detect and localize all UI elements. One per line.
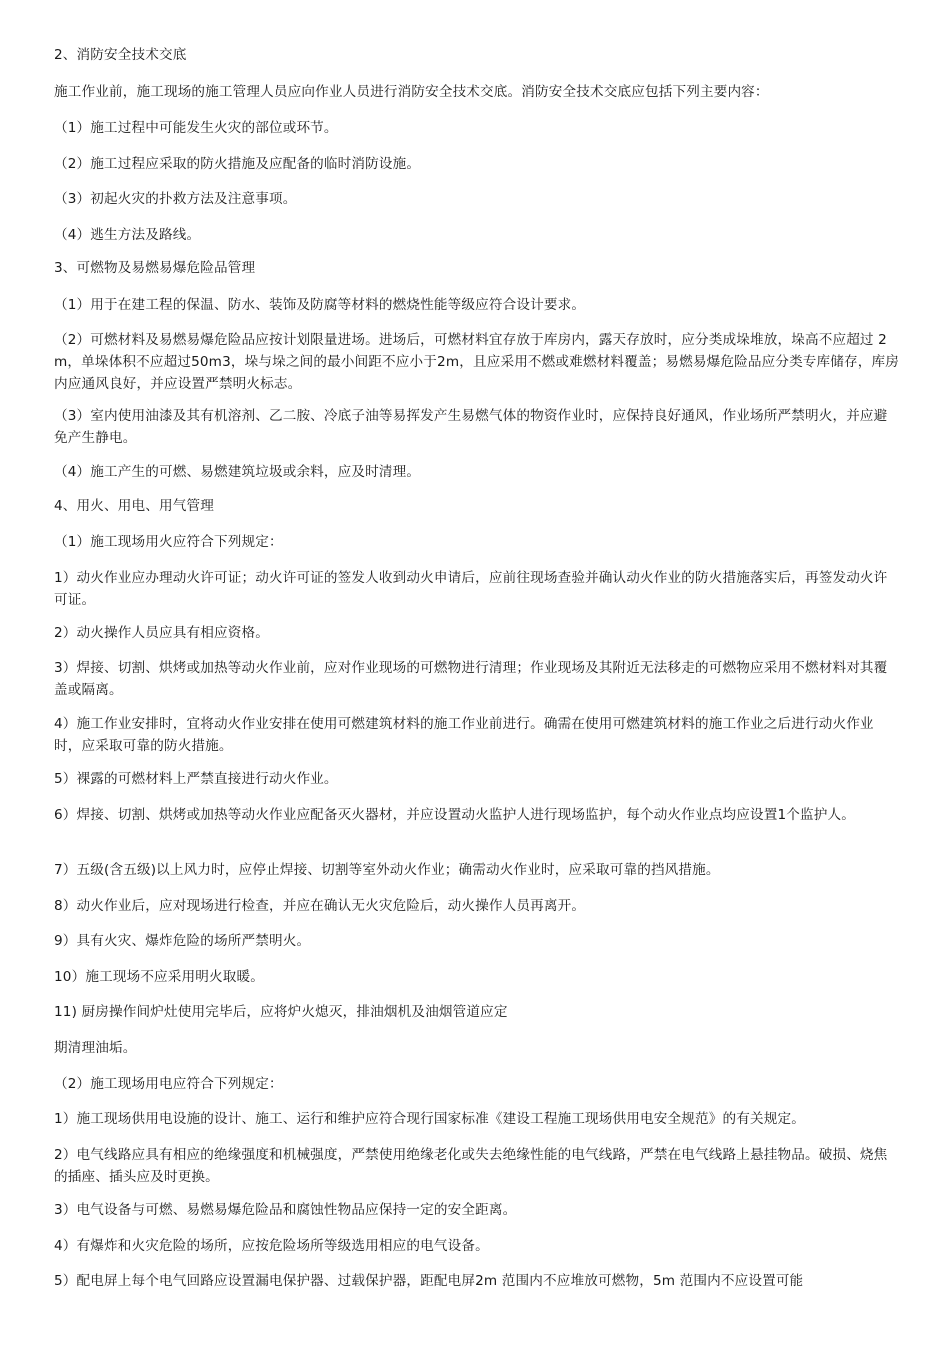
section-heading-2: 2、消防安全技术交底: [54, 47, 187, 63]
list-item: 5）裸露的可燃材料上严禁直接进行动火作业。: [54, 771, 338, 787]
subsection-heading: （1）施工现场用火应符合下列规定：: [54, 534, 283, 550]
subsection-heading: （2）施工现场用电应符合下列规定：: [54, 1076, 283, 1092]
list-item: （3）室内使用油漆及其有机溶剂、乙二胺、冷底子油等易挥发产生易燃气体的物资作业时，应保持良好通风，作业场所严禁明火，并应避免产生静电。: [54, 408, 888, 446]
list-item: 7）五级(含五级)以上风力时，应停止焊接、切割等室外动火作业；确需动火作业时，应采取可靠的挡风措施。: [54, 862, 720, 878]
list-item: （2）施工过程应采取的防火措施及应配备的临时消防设施。: [54, 156, 421, 172]
list-item: 4）有爆炸和火灾危险的场所，应按危险场所等级选用相应的电气设备。: [54, 1238, 489, 1254]
section-heading-3: 3、可燃物及易燃易爆危险品管理: [54, 260, 256, 276]
list-item: （1）用于在建工程的保温、防水、装饰及防腐等材料的燃烧性能等级应符合设计要求。: [54, 297, 586, 313]
list-item: （1）施工过程中可能发生火灾的部位或环节。: [54, 120, 338, 136]
list-item: 2）电气线路应具有相应的绝缘强度和机械强度，严禁使用绝缘老化或失去绝缘性能的电气线路，严禁在电气线路上悬挂物品。破损、烧焦的插座、插头应及时更换。: [54, 1147, 888, 1185]
list-item: 8）动火作业后，应对现场进行检查，并应在确认无火灾危险后，动火操作人员再离开。: [54, 898, 586, 914]
list-item: 6）焊接、切割、烘烤或加热等动火作业应配备灭火器材，并应设置动火监护人进行现场监护，每个动火作业点均应设置1个监护人。: [54, 807, 855, 823]
list-item: 11) 厨房操作间炉灶使用完毕后，应将炉火熄灭，排油烟机及油烟管道应定: [54, 1004, 508, 1020]
list-item: （4）施工产生的可燃、易燃建筑垃圾或余料，应及时清理。: [54, 464, 421, 480]
list-item: 10）施工现场不应采用明火取暖。: [54, 969, 265, 985]
list-item: 9）具有火灾、爆炸危险的场所严禁明火。: [54, 933, 311, 949]
list-item: （2）可燃材料及易燃易爆危险品应按计划限量进场。进场后，可燃材料宜存放于库房内，露天存放时，应分类成垛堆放，垛高不应超过 2m，单垛体积不应超过50m3，垛与垛之间的最小间距不应小于2m，且应采用不燃或难燃材料覆盖；易燃易爆危险品应分类专库储存，库房内应通风良好，并应设置严禁明火标志。: [54, 332, 900, 392]
list-item: 3）焊接、切割、烘烤或加热等动火作业前，应对作业现场的可燃物进行清理；作业现场及其附近无法移走的可燃物应采用不燃材料对其覆盖或隔离。: [54, 660, 888, 698]
list-item: 1）动火作业应办理动火许可证；动火许可证的签发人收到动火申请后，应前往现场查验并确认动火作业的防火措施落实后，再签发动火许可证。: [54, 570, 888, 608]
section-heading-4: 4、用火、用电、用气管理: [54, 498, 214, 514]
list-item: （3）初起火灾的扑救方法及注意事项。: [54, 191, 297, 207]
list-item: 5）配电屏上每个电气回路应设置漏电保护器、过载保护器，距配电屏2m 范围内不应堆放可燃物，5m 范围内不应设置可能: [54, 1273, 804, 1289]
list-item: 3）电气设备与可燃、易燃易爆危险品和腐蚀性物品应保持一定的安全距离。: [54, 1202, 517, 1218]
list-item-continuation: 期清理油垢。: [54, 1040, 137, 1056]
list-item: 1）施工现场供用电设施的设计、施工、运行和维护应符合现行国家标准《建设工程施工现场供用电安全规范》的有关规定。: [54, 1111, 805, 1127]
list-item: 2）动火操作人员应具有相应资格。: [54, 625, 269, 641]
paragraph: 施工作业前，施工现场的施工管理人员应向作业人员进行消防安全技术交底。消防安全技术交底应包括下列主要内容：: [54, 84, 769, 100]
list-item: 4）施工作业安排时，宜将动火作业安排在使用可燃建筑材料的施工作业前进行。确需在使用可燃建筑材料的施工作业之后进行动火作业时，应采取可靠的防火措施。: [54, 716, 874, 754]
list-item: （4）逃生方法及路线。: [54, 227, 201, 243]
